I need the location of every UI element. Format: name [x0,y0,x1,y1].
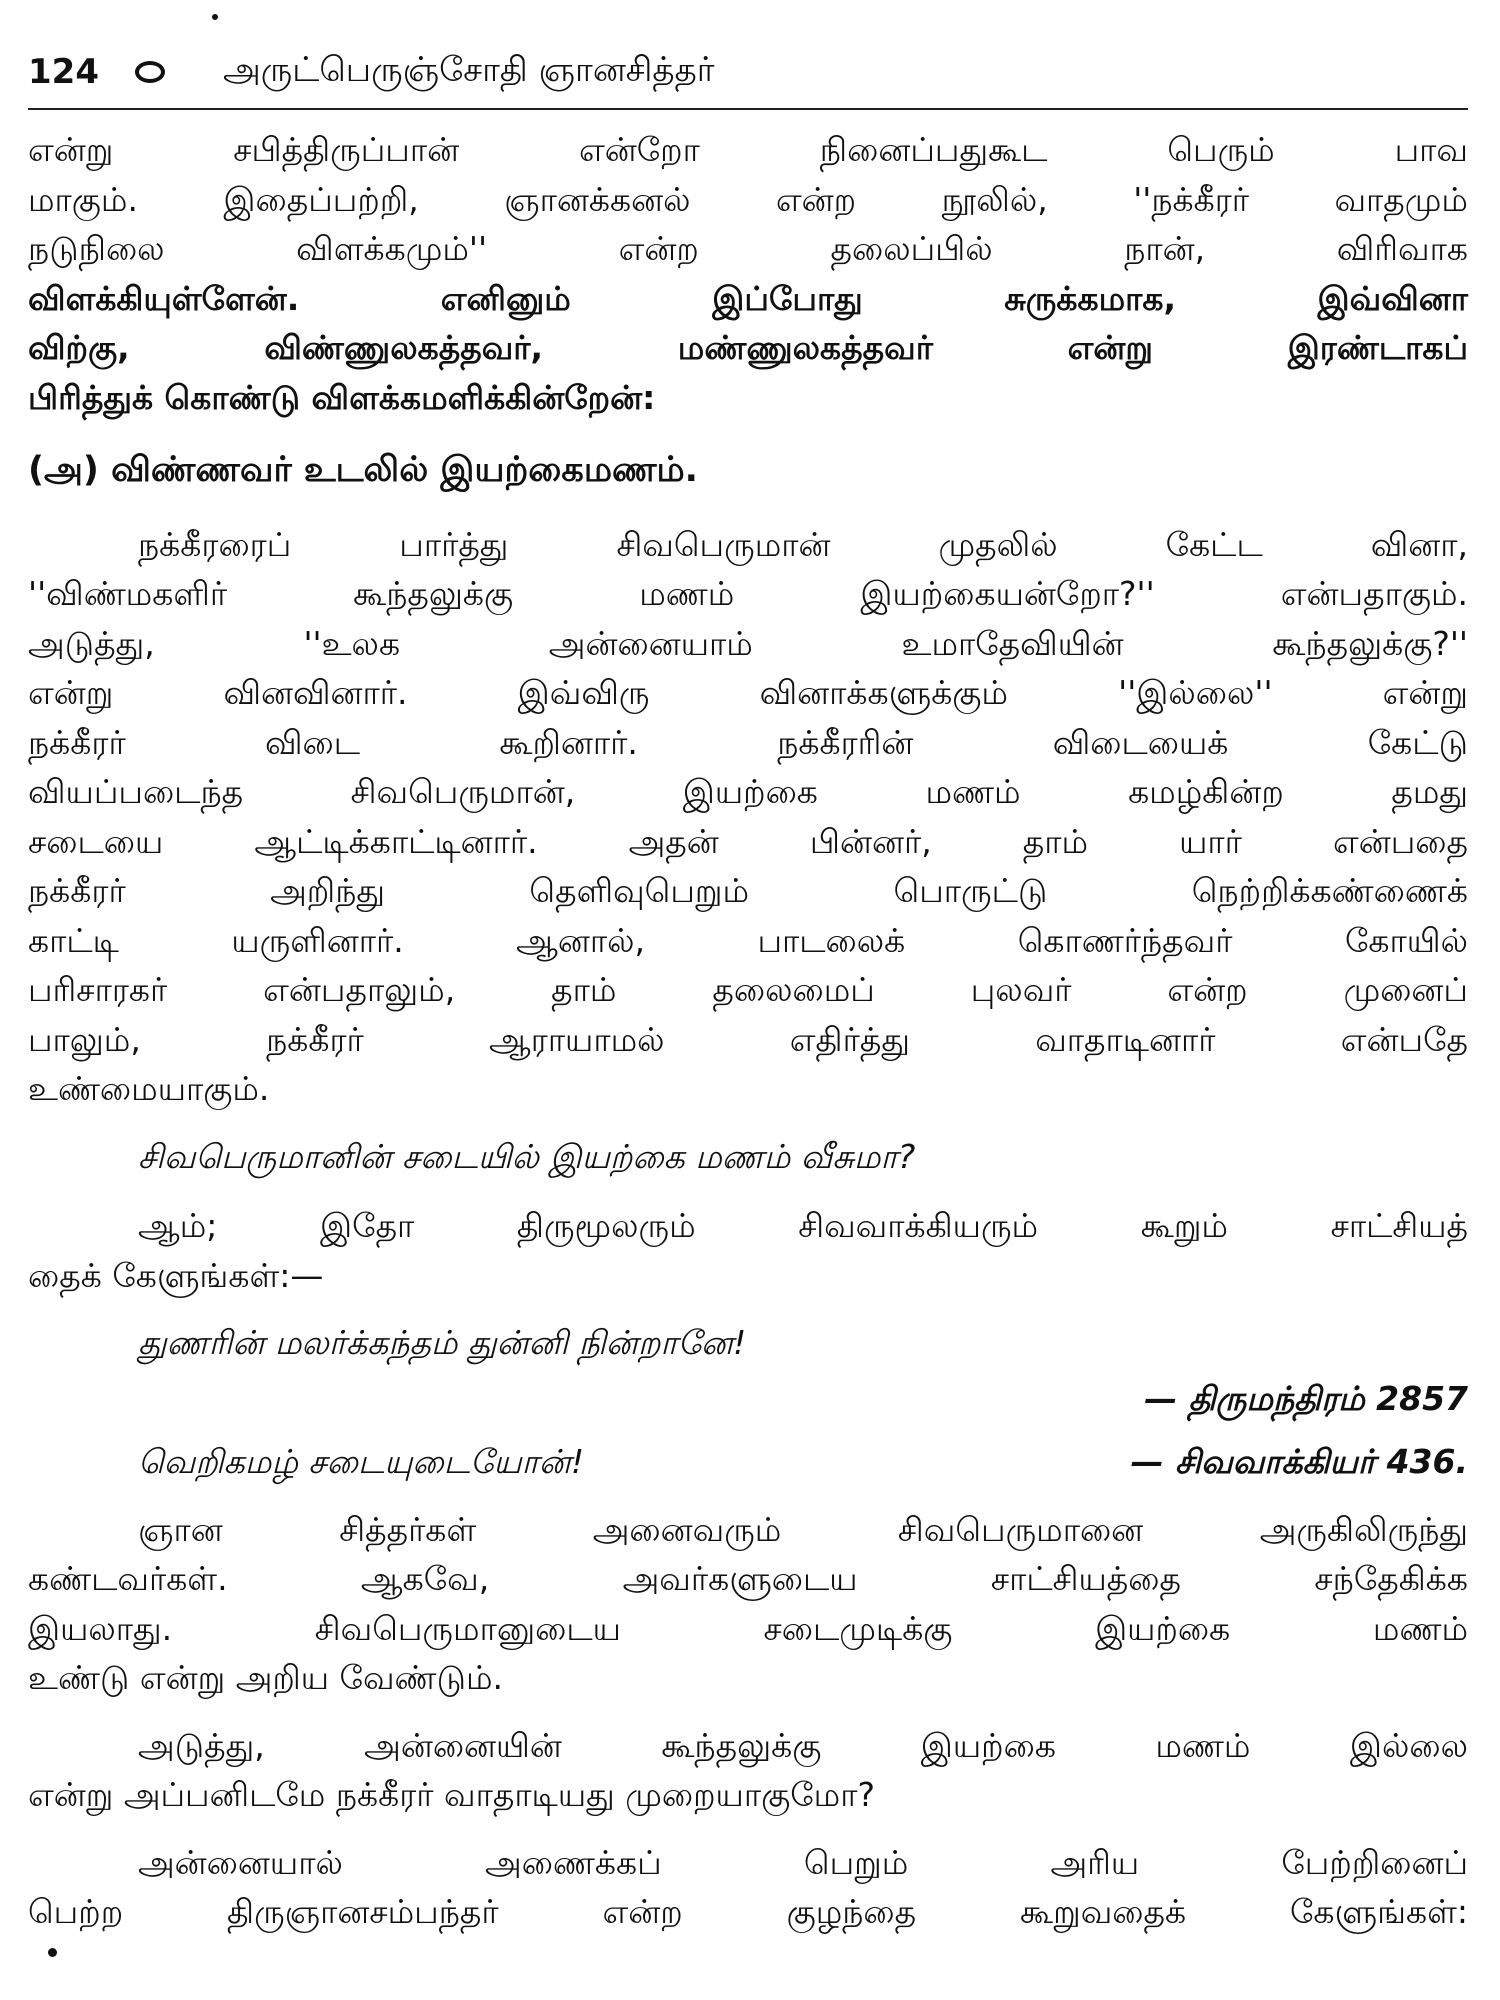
page-body [28,125,1468,1937]
text-line: பாலும், நக்கீரர் ஆராயாமல் எதிர்த்து வாதாடினார் என்பதே [28,1019,1468,1059]
answer-paragraph [28,1201,1468,1300]
text-line: அடுத்து, ''உலக அன்னையாம் உமாதேவியின் கூந்தலுக்கு?'' [28,623,1468,663]
text-line: விற்கு, விண்ணுலகத்தவர், மண்ணுலகத்தவர் என்று இரண்டாகப் [28,328,1468,367]
text-line: பரிசாரகர் என்பதாலும், தாம் தலைமைப் புலவர் என்ற முனைப் [28,970,1468,1009]
text-line: நக்கீரர் விடை கூறினார். நக்கீரரின் விடையைக் கேட்டு [28,722,1468,762]
section-heading: (அ) விண்ணவர் உடலில் இயற்கைமணம். [28,450,698,490]
text-line: பெற்ற திருஞானசம்பந்தர் என்ற குழந்தை கூறுவதைக் கேளுங்கள்: [28,1892,1468,1931]
text-line: கண்டவர்கள். ஆகவே, அவர்களுடைய சாட்சியத்தை சந்தேகிக்க [28,1559,1468,1598]
text-line: பிரித்துக் கொண்டு விளக்கமளிக்கின்றேன்: [28,377,656,417]
text-line: உண்மையாகும். [28,1069,270,1108]
page-header [28,42,1468,102]
text-line: இயலாது. சிவபெருமானுடைய சடைமுடிக்கு இயற்கை மணம் [28,1608,1468,1648]
text-line: அன்னையால் அணைக்கப் பெறும் அரிய பேற்றினைப் [138,1842,1468,1882]
text-line: அடுத்து, அன்னையின் கூந்தலுக்கு இயற்கை மணம் இல்லை [138,1725,1468,1765]
text-line: நக்கீரரைப் பார்த்து சிவபெருமான் முதலில் கேட்ட வினா, [138,524,1468,564]
quote-verse: துணரின் மலர்க்கந்தம் துன்னி நின்றானே! [138,1323,747,1362]
text-line: உண்டு என்று அறிய வேண்டும். [28,1658,504,1697]
quote-verse: வெறிகமழ் சடையுடையோன்! [138,1442,585,1481]
running-title: அருட்பெருஞ்சோதி ஞானசித்தர் [222,50,715,90]
paragraph-2 [28,1505,1468,1703]
header-ornament-icon [135,61,165,83]
paragraph-3 [28,1721,1468,1820]
quote-row [28,1437,1468,1487]
intro-paragraph [28,125,1468,422]
text-line: ஆம்; இதோ திருமூலரும் சிவவாக்கியரும் கூறும் சாட்சியத் [138,1206,1468,1245]
text-line: நடுநிலை விளக்கமும்'' என்ற தலைப்பில் நான், விரிவாக [28,229,1468,268]
quote-citation: — திருமந்திரம் 2857 [1144,1378,1468,1418]
text-line: தைக் கேளுங்கள்:— [28,1255,324,1295]
header-rule [28,108,1468,110]
text-line: என்று அப்பனிடமே நக்கீரர் வாதாடியது முறையாகுமோ? [28,1775,875,1814]
quote-citation: — சிவவாக்கியர் 436. [1130,1442,1468,1481]
text-line: நக்கீரர் அறிந்து தெளிவுபெறும் பொருட்டு நெற்றிக்கண்ணைக் [28,871,1468,910]
text-line: என்று சபித்திருப்பான் என்றோ நினைப்பதுகூட பெரும் பாவ [28,130,1468,169]
text-line: ''விண்மகளிர் கூந்தலுக்கு மணம் இயற்கையன்றோ?'' என்பதாகும். [28,574,1468,613]
text-line: விளக்கியுள்ளேன். எனினும் இப்போது சுருக்கமாக, இவ்வினா [28,278,1468,318]
text-line: ஞான சித்தர்கள் அனைவரும் சிவபெருமானை அருகிலிருந்து [138,1509,1468,1549]
page-number: 124 [28,52,99,92]
text-line: காட்டி யருளினார். ஆனால், பாடலைக் கொணர்ந்தவர் கோயில் [28,920,1468,960]
paragraph-4 [28,1838,1468,1937]
paragraph-1 [28,520,1468,1114]
text-line: வியப்படைந்த சிவபெருமான், இயற்கை மணம் கமழ்கின்ற தமது [28,772,1468,811]
question-line: சிவபெருமானின் சடையில் இயற்கை மணம் வீசுமா? [138,1136,916,1176]
ink-speck [48,1948,57,1957]
text-line: என்று வினவினார். இவ்விரு வினாக்களுக்கும் ''இல்லை'' என்று [28,673,1468,712]
ink-speck [212,14,218,20]
text-line: சடையை ஆட்டிக்காட்டினார். அதன் பின்னர், தாம் யார் என்பதை [28,821,1468,861]
text-line: மாகும். இதைப்பற்றி, ஞானக்கனல் என்ற நூலில், ''நக்கீரர் வாதமும் [28,179,1468,219]
